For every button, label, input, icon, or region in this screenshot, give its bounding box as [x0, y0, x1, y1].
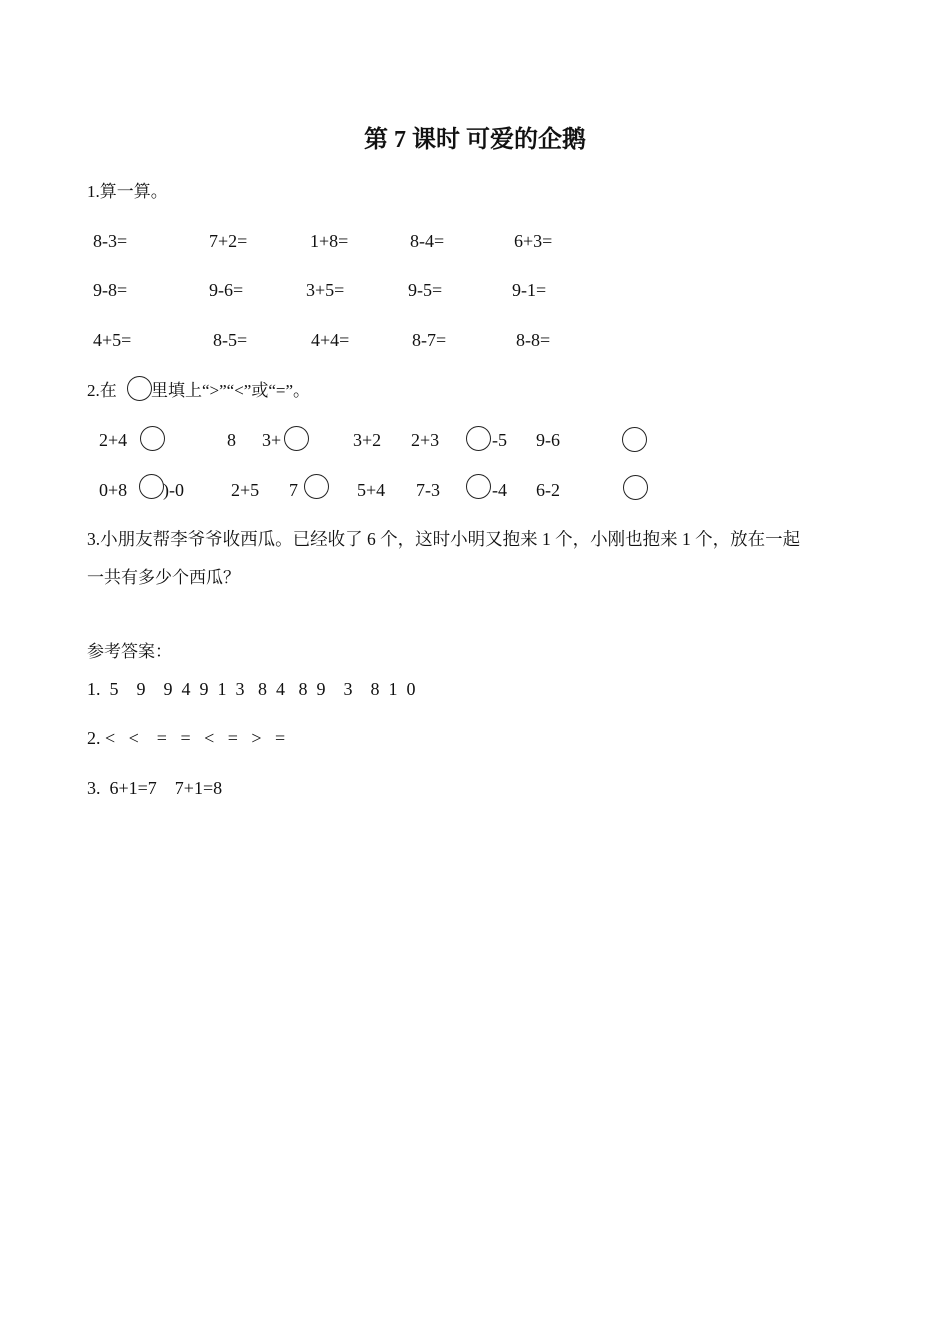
q1-item: 8-4= [410, 231, 445, 251]
q2-expr: 6-2 [536, 480, 560, 500]
q3-text-line1: 3.小朋友帮李爷爷收西瓜。已经收了 6 个，这时小明又抱来 1 个，小刚也抱来 1 个，放在一起 [87, 529, 801, 549]
q1-item: 8-3= [93, 231, 128, 251]
q2-expr: -5 [492, 430, 507, 450]
answer-circle[interactable] [466, 426, 491, 451]
answer-circle[interactable] [139, 474, 164, 499]
page-title: 第 7 课时 可爱的企鹅 [364, 127, 586, 153]
q2-expr: 2+4 [99, 430, 128, 450]
q1-item: 4+4= [311, 330, 350, 350]
answer-3: 3. 6+1=7 7+1=8 [87, 778, 223, 798]
q2-expr: 3+ [262, 430, 282, 450]
q2-expr: 2+5 [231, 480, 260, 500]
answer-circle[interactable] [466, 474, 491, 499]
answer-circle [127, 376, 152, 401]
q1-item: 3+5= [306, 280, 345, 300]
q1-label: 1.算一算。 [87, 182, 168, 201]
answer-circle[interactable] [623, 475, 648, 500]
q1-item: 8-8= [516, 330, 551, 350]
q2-expr: 2+3 [411, 430, 440, 450]
q2-expr: )-0 [163, 480, 184, 500]
q2-expr: 9-6 [536, 430, 560, 450]
answer-2: 2. < < = = < = > = [87, 728, 286, 748]
q1-item: 8-5= [213, 330, 248, 350]
q1-item: 4+5= [93, 330, 132, 350]
q2-expr: 0+8 [99, 480, 128, 500]
q2-expr: 5+4 [357, 480, 386, 500]
q1-item: 1+8= [310, 231, 349, 251]
q2-expr: 7 [289, 480, 298, 500]
q1-item: 8-7= [412, 330, 447, 350]
q2-label-suffix: 里填上“>”“<”或“=”。 [151, 381, 311, 400]
answer-circle[interactable] [140, 426, 165, 451]
q2-expr: -4 [492, 480, 507, 500]
q1-item: 9-5= [408, 280, 443, 300]
q1-item: 7+2= [209, 231, 248, 251]
q2-expr: 7-3 [416, 480, 440, 500]
answer-circle[interactable] [622, 427, 647, 452]
q1-item: 9-6= [209, 280, 244, 300]
q2-expr: 8 [227, 430, 236, 450]
q1-item: 9-8= [93, 280, 128, 300]
answer-circle[interactable] [284, 426, 309, 451]
q2-label-prefix: 2.在 [87, 381, 117, 400]
q1-item: 6+3= [514, 231, 553, 251]
q1-item: 9-1= [512, 280, 547, 300]
answer-circle[interactable] [304, 474, 329, 499]
q2-expr: 3+2 [353, 430, 382, 450]
answers-heading: 参考答案： [87, 642, 172, 661]
answer-1: 1. 5 9 9 4 9 1 3 8 4 8 9 3 8 1 0 [87, 679, 416, 699]
q3-text-line2: 一共有多少个西瓜？ [87, 568, 240, 587]
